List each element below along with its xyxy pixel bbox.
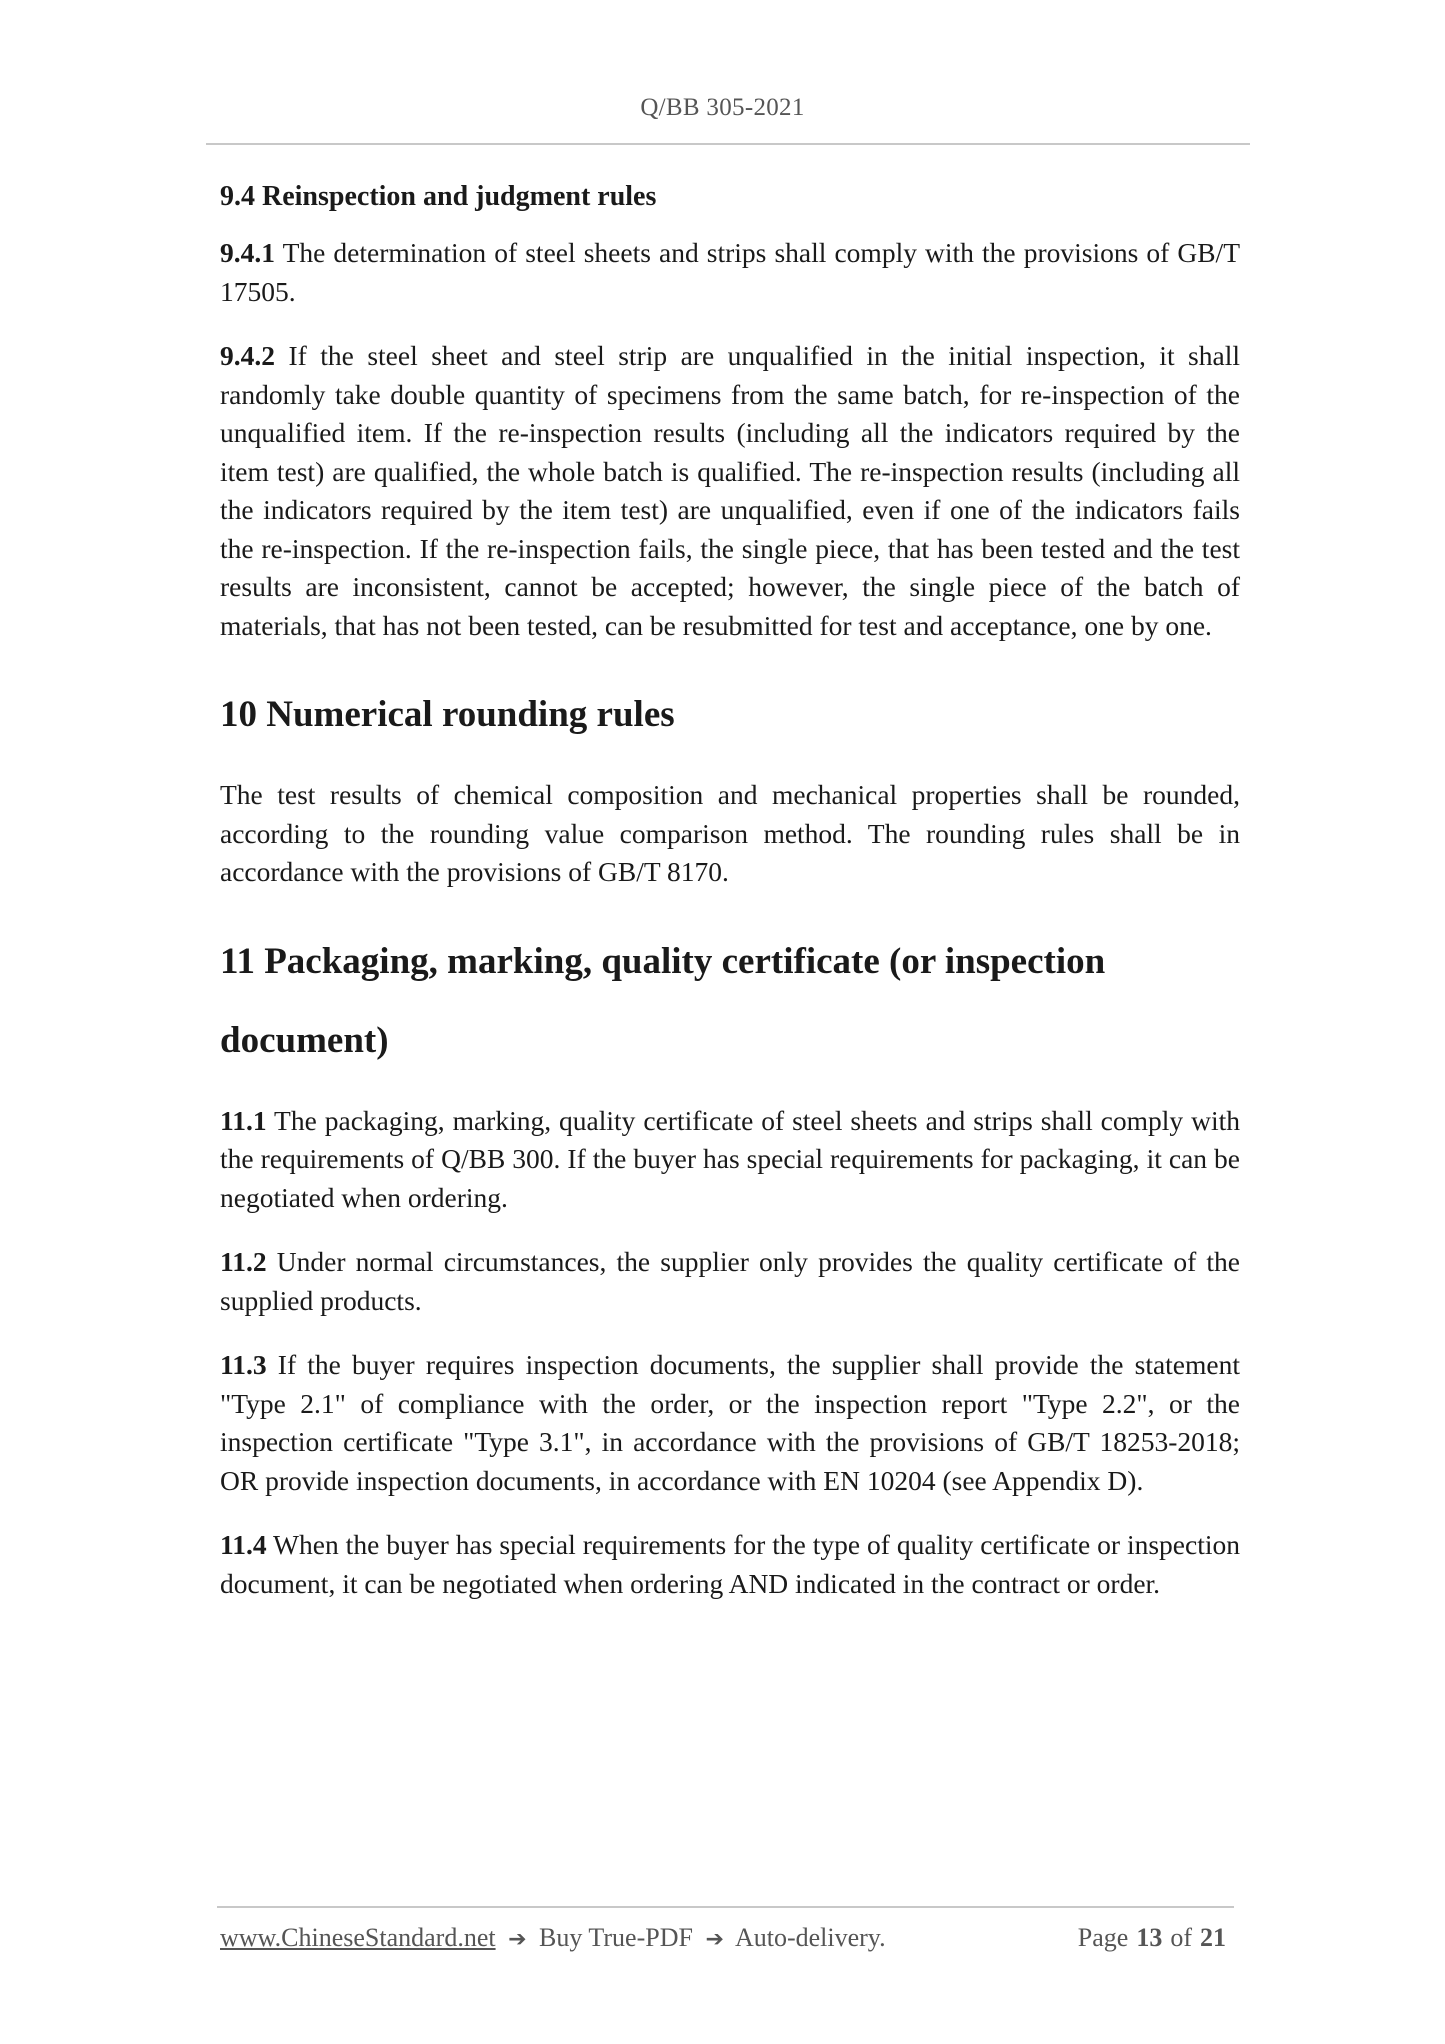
clause-number: 11.4 (220, 1529, 267, 1560)
right-arrow-icon: ➔ (705, 1927, 724, 1952)
clause-11-2 (220, 1243, 1240, 1320)
buy-text: Buy True-PDF (539, 1923, 693, 1952)
document-body (220, 178, 1240, 1629)
clause-text: If the steel sheet and steel strip are unqualified in the initial inspection, it shall randomly take double quantity of specimens from the same batch, for re-inspection of the unqualified item. If the re-inspection results (including all the indicators required by the item test) are qualified, the whole batch is qualified. The re-inspection results (including all the indicators required by the item test) are unqualified, even if one of the indicators fails the re-inspection. If the re-inspection fails, the single piece, that has been tested and the test results are inconsistent, cannot be accepted; however, the single piece of the batch of materials, that has not been tested, can be resubmitted for test and acceptance, one by one. (220, 340, 1240, 641)
clause-11-3 (220, 1346, 1240, 1500)
clause-9-4-1 (220, 234, 1240, 311)
document-code: Q/BB 305-2021 (640, 94, 805, 121)
section-10-heading: 10 Numerical rounding rules (220, 694, 675, 735)
page-label: Page (1077, 1923, 1129, 1952)
footer-divider (217, 1906, 1234, 1908)
clause-text: The packaging, marking, quality certificate of steel sheets and strips shall comply with the requirements of Q/BB 300. If the buyer has special requirements for packaging, it can be negotiated when ordering. (220, 1104, 1240, 1213)
clause-number: 9.4.1 (220, 237, 275, 268)
page-total: 21 (1200, 1923, 1226, 1952)
clause-text: Under normal circumstances, the supplier only provides the quality certificate of the supplied products. (220, 1246, 1240, 1316)
delivery-text: Auto-delivery. (734, 1923, 886, 1952)
footer-promo (220, 1923, 886, 1953)
clause-text: When the buyer has special requirements for the type of quality certificate or inspection document, it can be negotiated when ordering AND indicated in the contract or order. (220, 1529, 1240, 1599)
clause-number: 11.3 (220, 1349, 267, 1380)
section-10-paragraph: The test results of chemical composition and mechanical properties shall be rounded, according to the rounding value comparison method. The rounding rules shall be in accordance with the provisions of GB/T 8170. (220, 779, 1240, 887)
header-divider (206, 143, 1250, 145)
clause-11-4 (220, 1526, 1240, 1603)
page-of: of (1170, 1923, 1192, 1952)
clause-9-4-2 (220, 337, 1240, 645)
page-footer (220, 1923, 1234, 1953)
clause-text: If the buyer requires inspection documents, the supplier shall provide the statement "Type 2.1" of compliance with the order, or the inspection report "Type 2.2", or the inspection certificate "Type 3.1", in accordance with the provisions of GB/T 18253-2018; OR provide inspection documents, in accordance with EN 10204 (see Appendix D). (220, 1349, 1240, 1496)
page-number (1078, 1923, 1234, 1953)
clause-number: 9.4.2 (220, 340, 275, 371)
section-11-heading: 11 Packaging, marking, quality certificate (or inspection document) (220, 940, 1106, 1061)
clause-number: 11.2 (220, 1246, 267, 1277)
section-9-4-heading: 9.4 Reinspection and judgment rules (220, 181, 657, 212)
clause-11-1 (220, 1102, 1240, 1218)
right-arrow-icon: ➔ (508, 1927, 527, 1952)
clause-number: 11.1 (220, 1104, 267, 1136)
page-current: 13 (1136, 1923, 1163, 1952)
website-link[interactable]: www.ChineseStandard.net (220, 1923, 496, 1952)
clause-text: The determination of steel sheets and strips shall comply with the provisions of GB/T 17505. (220, 237, 1240, 307)
